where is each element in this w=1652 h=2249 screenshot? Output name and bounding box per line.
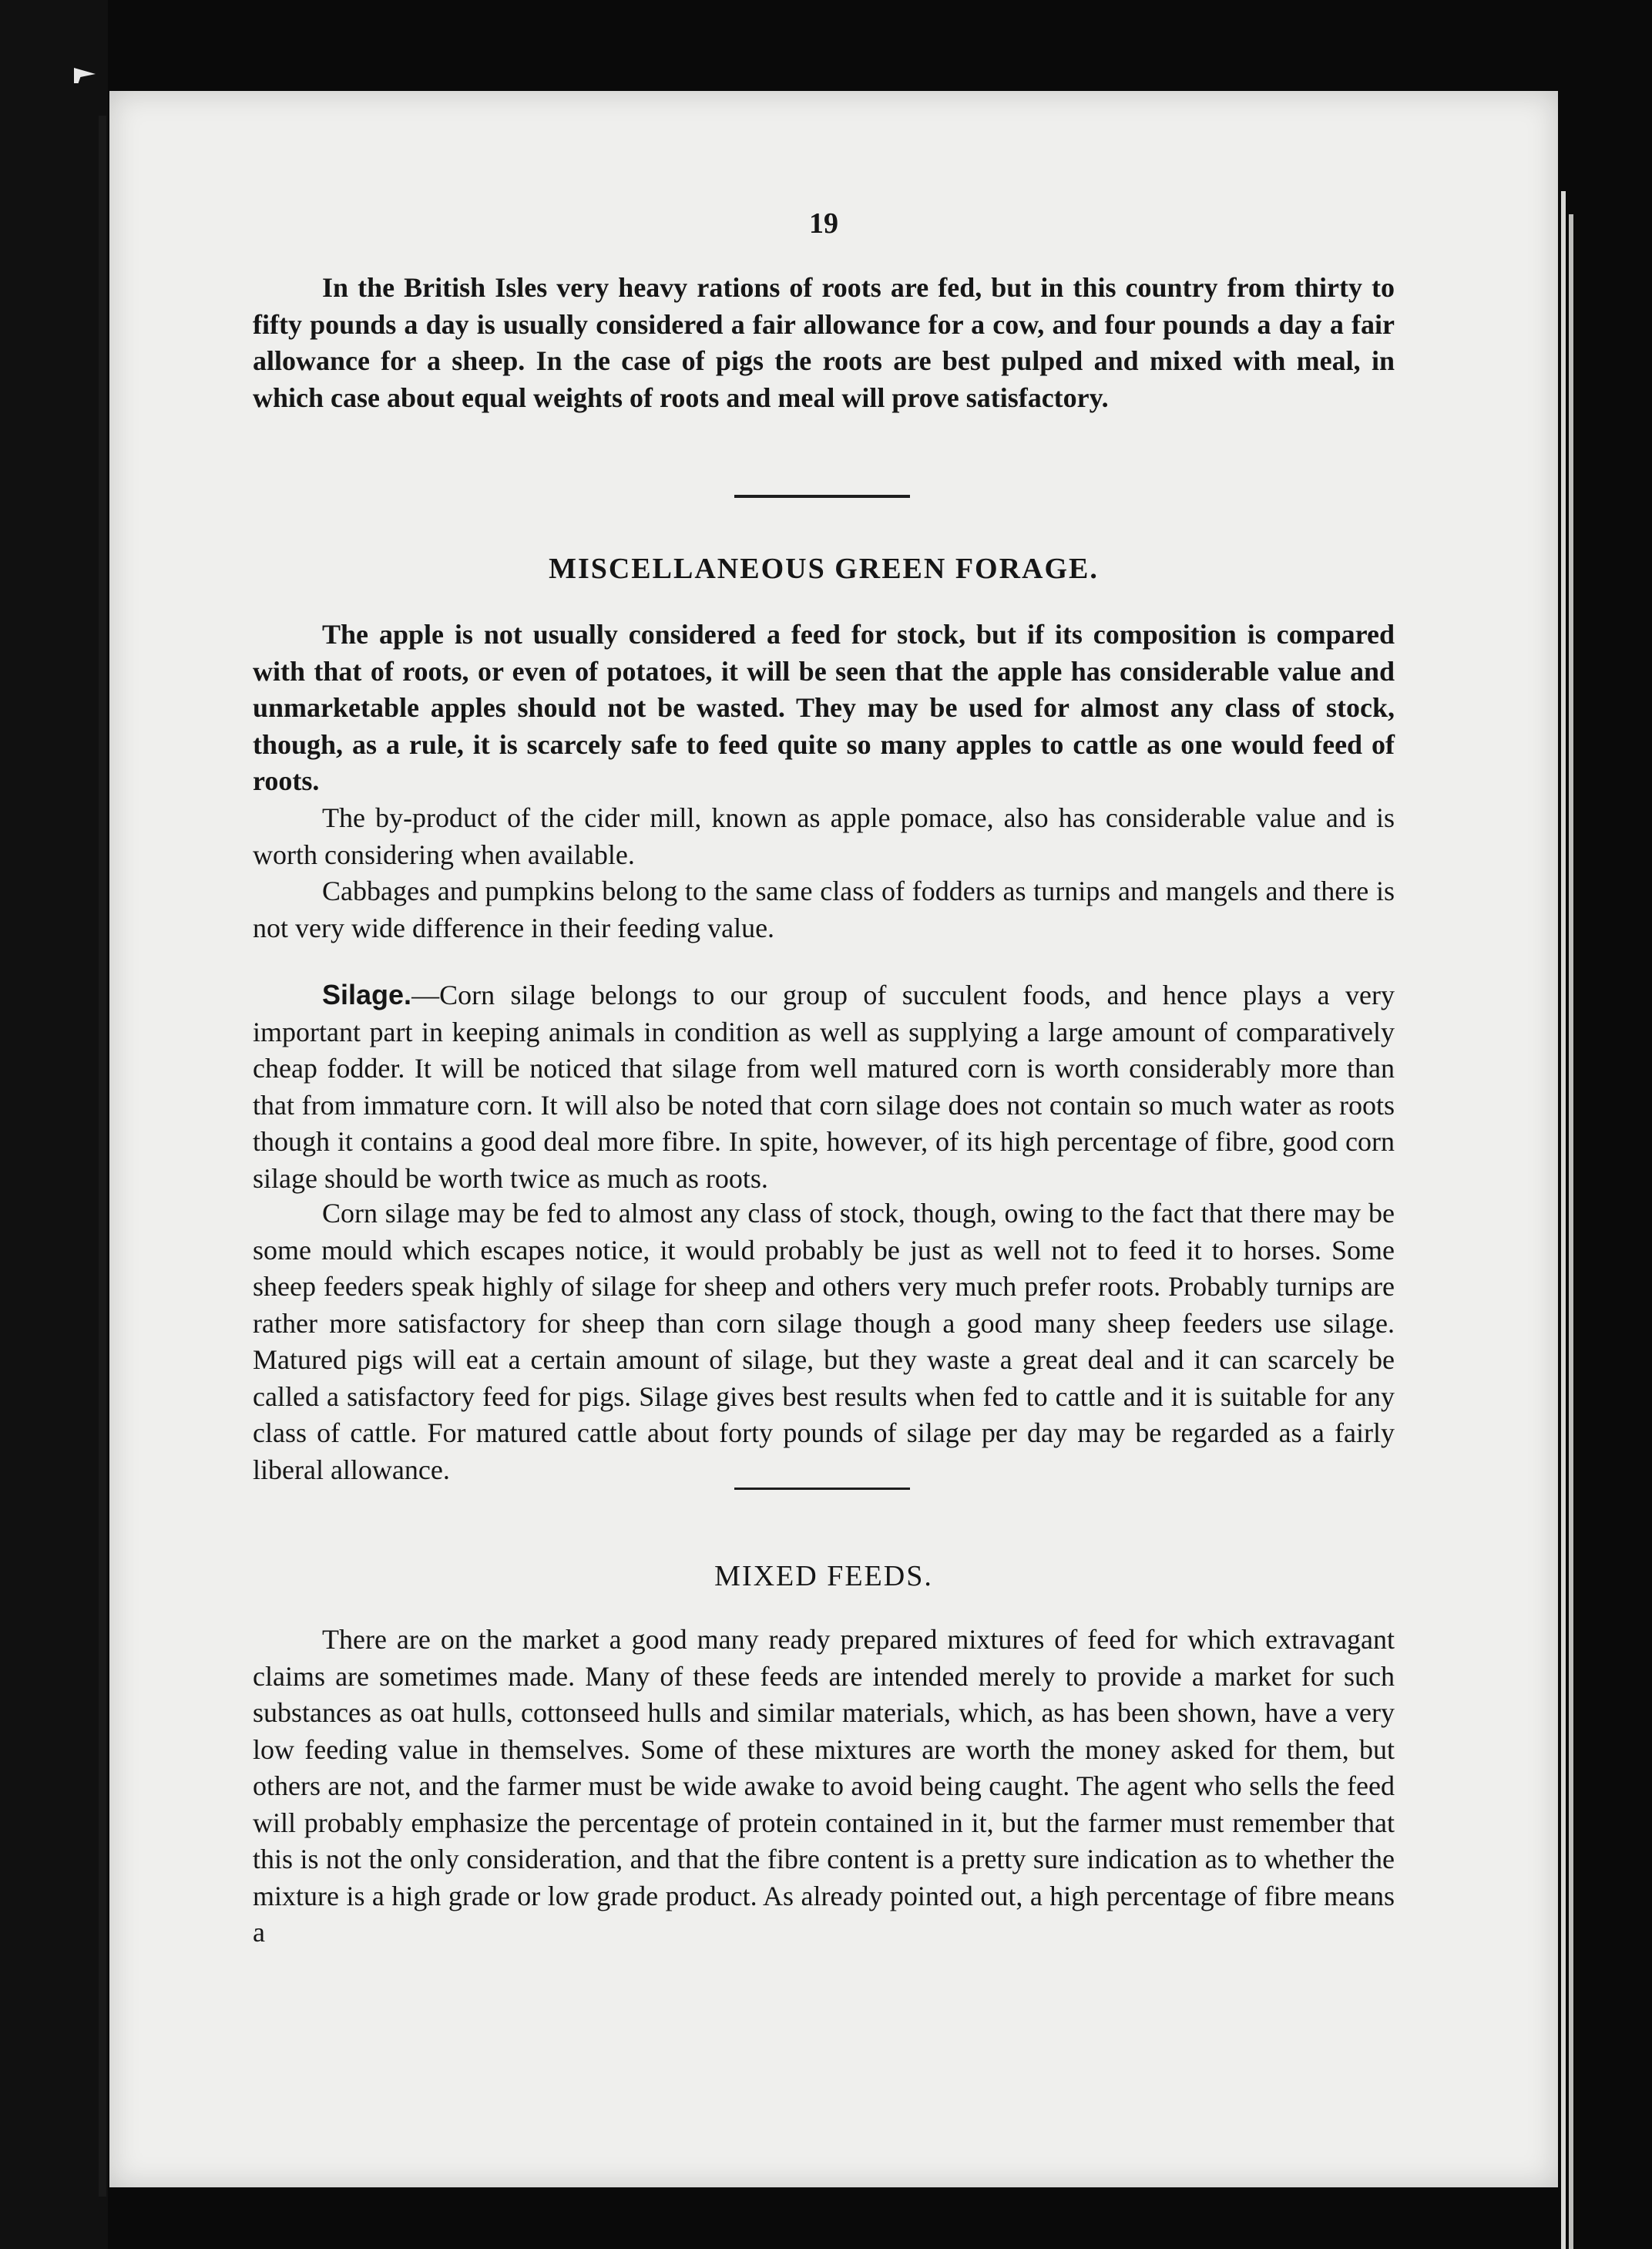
section-divider bbox=[734, 1488, 910, 1490]
paragraph-corn-silage-feeding: Corn silage may be fed to almost any class of stock, though, owing to the fact that there may be some mould which escapes notice, it would probably be just as well not to feed it to horses. Some sheep feeders speak highly of silage for sheep and others very much prefer roots. Probably turnips are rather more satisfactory for sheep than corn silage though a good many sheep feeders use silage. Matured pigs will eat a certain amount of silage, but they waste a great deal and it can scarcely be called a satisfactory feed for pigs. Silage gives best results when fed to cattle and it is suitable for any class of cattle. For matured cattle about forty pounds of silage per day may be regarded as a fairly liberal allowance. bbox=[253, 1198, 1395, 1485]
paragraph-mixed-feeds: There are on the market a good many ready prepared mixtures of feed for which extravagant claims are sometimes made. Many of these feeds are intended merely to provide a market for such substances as oat hulls, cottonseed hulls and similar materials, which, as has been shown, have a very low feeding value in themselves. Some of these mixtures are worth the money asked for them, but others are not, and the farmer must be wide awake to avoid being caught. The agent who sells the feed will probably emphasize the percentage of protein contained in it, but the farmer must remember that this is not the only consideration, and that the fibre content is a pretty sure indication as to whether the mixture is a high grade or low grade product. As already pointed out, a high percentage of fibre means a bbox=[253, 1624, 1395, 1948]
paragraph-apple-pomace: The by-product of the cider mill, known as apple pomace, also has considerable value and is worth considering when available. bbox=[253, 802, 1395, 870]
facing-page-edge bbox=[0, 0, 108, 2249]
paragraph-roots: In the British Isles very heavy rations of roots are fed, but in this country from thirty to fifty pounds a day is usually considered a fair allowance for a cow, and four pounds a day a fair allowance for a sheep. In the case of pigs the roots are best pulped and mixed with meal, in which case about equal weights of roots and meal will prove satisfactory. bbox=[253, 272, 1395, 413]
page-stack-edge bbox=[1569, 214, 1573, 2249]
paragraph-apples: The apple is not usually considered a feed for stock, but if its composition is compared with that of roots, or even of potatoes, it will be seen that the apple has considerable value and unmarketable apples should not be wasted. They may be used for almost any class of stock, though, as a rule, it is scarcely safe to feed quite so many apples to cattle as one would feed of roots. bbox=[253, 619, 1395, 796]
book-page bbox=[109, 91, 1558, 2187]
heading-mixed-feeds: MIXED FEEDS. bbox=[714, 1560, 933, 1592]
silage-text: —Corn silage belongs to our group of succulent foods, and hence plays a very important part in keeping animals in condition as well as supplying a large amount of comparatively cheap fodder. It will be noticed that silage from well matured corn is worth considerably more than that from immature corn. It will also be noted that corn silage does not contain so much water as roots though it contains a good deal more fibre. In spite, however, of its high percentage of fibre, good corn silage should be worth twice as much as roots. bbox=[253, 980, 1395, 1194]
section-divider bbox=[734, 495, 910, 498]
silage-run-in-label: Silage. bbox=[322, 979, 412, 1010]
page-number: 19 bbox=[809, 207, 838, 240]
paragraph-silage bbox=[253, 977, 1395, 1197]
book-spine-line bbox=[99, 116, 106, 2197]
page-stack-edge bbox=[1561, 191, 1566, 2249]
heading-miscellaneous-green-forage: MISCELLANEOUS GREEN FORAGE. bbox=[549, 553, 1099, 585]
paragraph-cabbages: Cabbages and pumpkins belong to the same class of fodders as turnips and mangels and there is not very wide difference in their feeding value. bbox=[253, 876, 1395, 943]
